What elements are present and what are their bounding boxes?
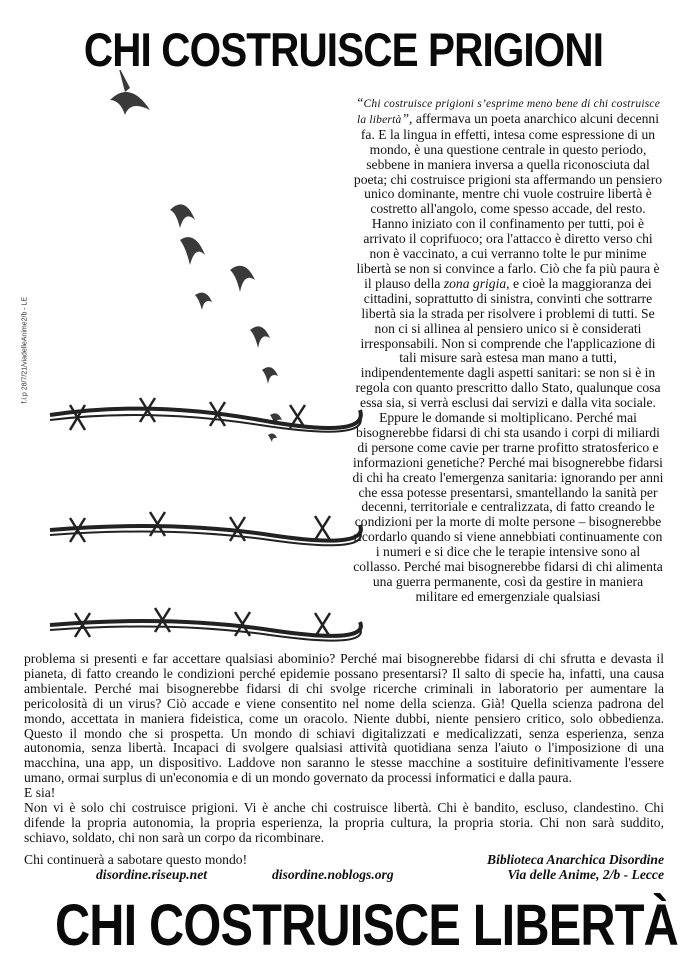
article-text-1: , affermava un poeta anarchico alcuni decenni fa. E la lingua in effetti, intesa come espressione di un mondo, è una questione centrale in questo periodo, sebbene in maniera inversa a quella riconosciuta dal poeta; chi costruisce prigioni sta affermando un pensiero unico dominante, mentre chi vuole costruire libertà è costretto all'angolo, come spesso accade, del resto. Hanno iniziato con il confinamento per tutti, poi è arrivato il coprifuoco; ora l'attacco è diretto verso chi non è vaccinato, a cui verranno tolte le pur minime libertà se non si convince a farlo. Ciò che fa più paura è il plauso della xyxy=(353,110,663,291)
side-print-credit: f.i.p 28/7/21/viadelleAnime2/b - LE xyxy=(21,296,29,404)
closing-sentence: Chi continuerà a sabotare questo mondo! xyxy=(24,852,248,867)
article-paragraph-2: E sia! xyxy=(24,785,56,801)
bird-1b xyxy=(118,70,130,92)
birds-and-barbed-wire-illustration xyxy=(30,70,370,670)
article-paragraph-1: problema si presenti e far accettare qualsiasi abominio? Perché mai bisognerebbe fidarsi di chi sfrutta e devasta il pianeta, di fatto creando le condizioni perché epidemie possano presentarsi? Il salto di specie ha, infatti, una causa ambientale. Perché mai bisognerebbe fidarsi di chi svolge ricerche criminali in laboratorio per aumentare la pericolosità di un virus? Ciò accade e viene consentito nel nome della scienza. Già! Quella scienza padrona del mondo, accettata in maniera fideistica, come un oracolo. Niente dubbi, niente pensiero critico, solo obbedienza. Questo il mondo che si prospetta. Un mondo di schiavi digitalizzati e medicalizzati, senza esperienza, senza autonomia, senza libertà. Incapaci di svolgere qualsiasi attività quotidiana senza l'aiuto o l'imposizione di una macchina, una app, un dispositivo. Laddove non saranno le stesse macchine a sostituire definitivamente l'essere umano, ormai surplus di un'economia e di un mondo governato da processi informatici e dalla paura. xyxy=(24,651,664,786)
library-name: Biblioteca Anarchica Disordine xyxy=(487,852,664,867)
bird-6 xyxy=(250,326,270,348)
bird-4 xyxy=(230,266,255,292)
article-paragraph-3: Non vi è solo chi costruisce prigioni. Vi è anche chi costruisce libertà. Chi è bandito, escluso, clandestino. Chi difende la propria autonomia, la propria esperienza, la propria cultura, la propria storia. Chi non sarà suddito, schiavo, soldato, chi non sarà un corpo da ricombinare. xyxy=(24,800,664,845)
website-link-riseup[interactable]: disordine.riseup.net xyxy=(96,867,208,882)
bird-7 xyxy=(262,367,278,384)
bird-5 xyxy=(195,293,212,310)
bird-3 xyxy=(180,237,205,265)
poster-title-top: CHI COSTRUISCE PRIGIONI xyxy=(83,23,604,76)
bird-2 xyxy=(170,204,195,228)
article-text-2: , e cioè la maggioranza dei cittadini, soprattutto di sinistra, convinti che sottrarre libertà sia la strada per risolvere i problemi di tutti. Se non ci si allinea al pensiero unico si è considerati irresponsabili. Non si comprende che l'applicazione di tali misure sarà estesa man mano a tutti, indipendentemente dagli aspetti sanitari: se non si è in regola con quanto prescritto dallo Stato, qualunque cosa essa sia, si verrà esclusi dai servizi e dalla vita sociale. Eppure le domande si moltiplicano. Perché mai bisognerebbe fidarsi di chi sta usando i corpi di miliardi di persone come cavie per trarne profitto stratosferico e informazioni genetiche? Perché mai bisognerebbe fidarsi di chi ha creato l'emergenza sanitaria: ignorando per anni che essa potesse presentarsi, smantellando la sanità per decenni, territoriale e centralizzata, di fatto creando le condizioni per la morte di molte persone – bisognerebbe ricordarlo quando si viene annebbiati continuamente con i numeri e si dice che le terapie intensive sono al collasso. Perché mai bisognerebbe fidarsi di chi alimenta una guerra permanente, così da gestire in maniera militare ed emergenziale qualsiasi xyxy=(352,275,664,604)
website-link-noblogs[interactable]: disordine.noblogs.org xyxy=(272,867,394,882)
article-full-width xyxy=(24,652,664,846)
library-address: Via delle Anime, 2/b - Lecce xyxy=(507,867,664,882)
bird-1 xyxy=(110,92,150,115)
opening-quote: “Chi costruisce prigioni s’esprime meno bene di chi costruisce la libertà” xyxy=(355,95,661,126)
article-emphasis: zona grigia xyxy=(443,275,507,291)
barbs-row-1 xyxy=(70,398,305,430)
article-right-column xyxy=(352,96,664,605)
bird-9 xyxy=(268,434,277,442)
poster-title-bottom: CHI COSTRUISCE LIBERTÀ xyxy=(54,893,678,958)
